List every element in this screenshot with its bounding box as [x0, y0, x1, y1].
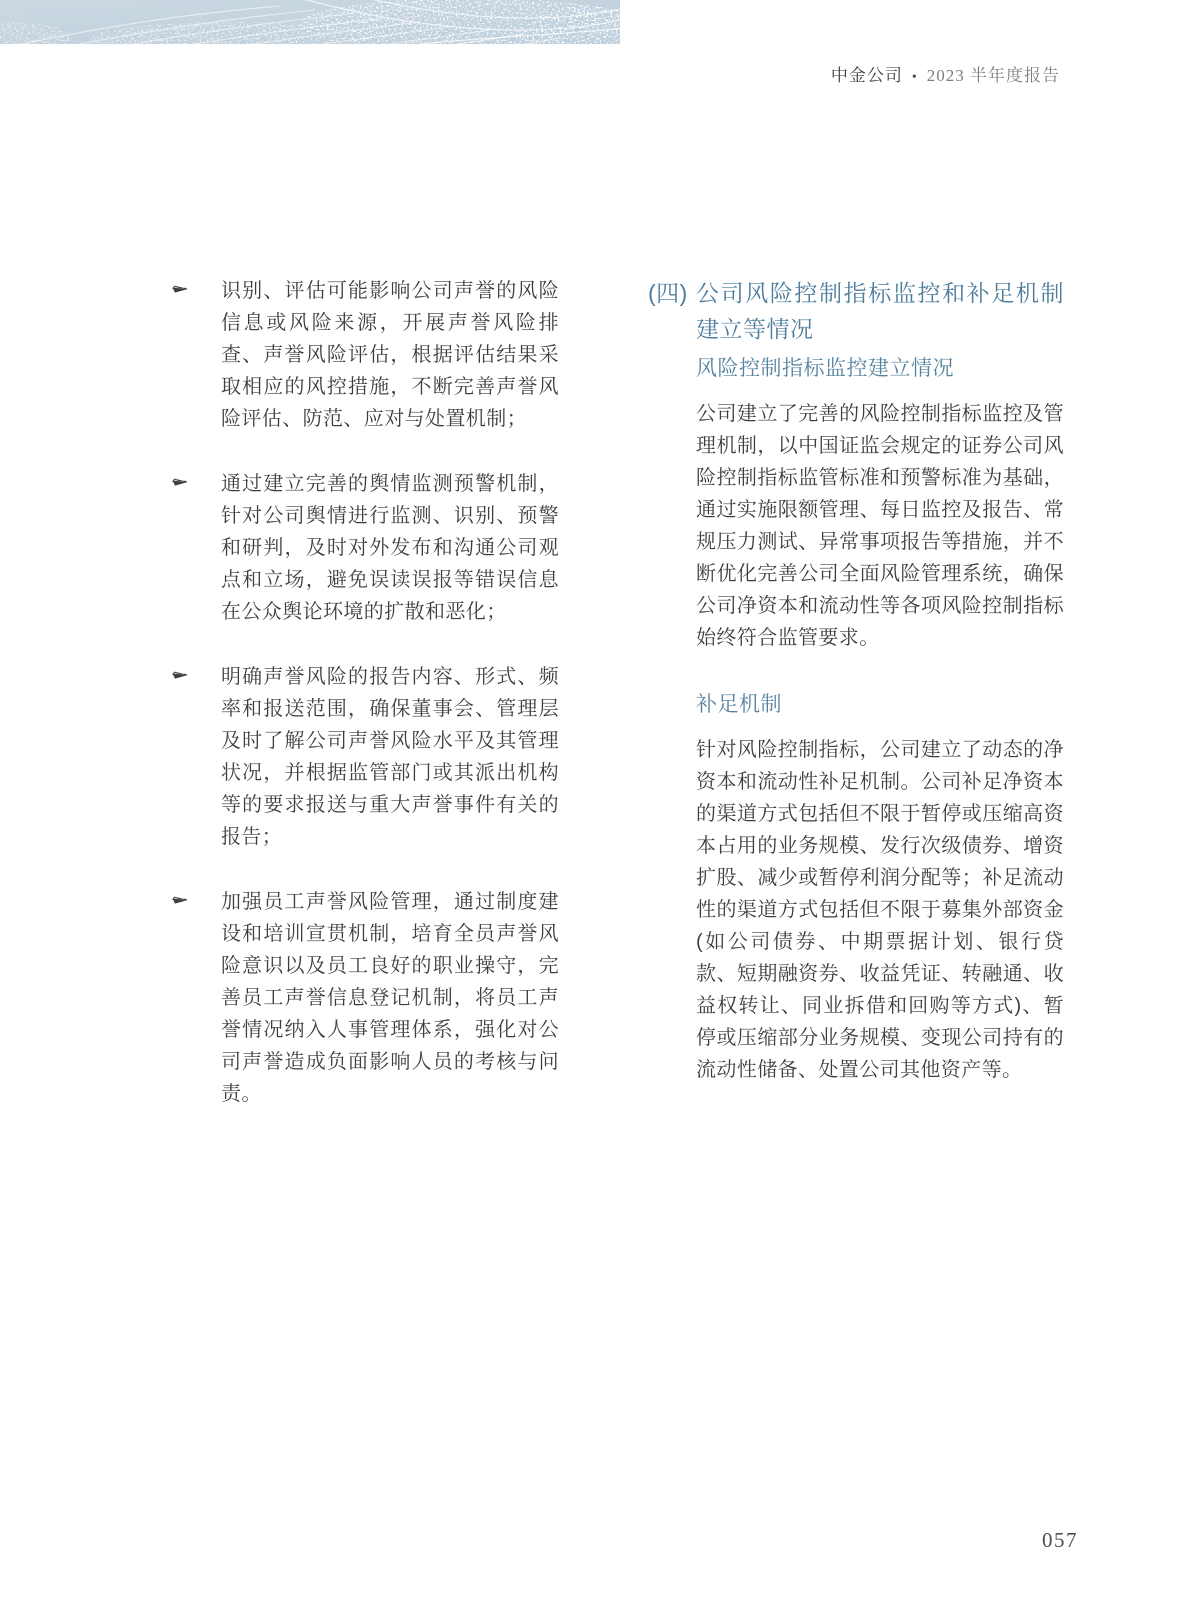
company-name: 中金公司 — [830, 66, 903, 85]
bullet-text: 通过建立完善的舆情监测预警机制，针对公司舆情进行监测、识别、预警和研判，及时对外发布和沟通公司观点和立场，避免误读误报等错误信息在公众舆论环境的扩散和恶化； — [221, 473, 559, 623]
list-item — [172, 886, 562, 1110]
body-paragraph: 针对风险控制指标，公司建立了动态的净资本和流动性补足机制。公司补足净资本的渠道方式包括但不限于暂停或压缩高资本占用的业务规模、发行次级债券、增资扩股、减少或暂停利润分配等；补足流动性的渠道方式包括但不限于募集外部资金(如公司债券、中期票据计划、银行贷款、短期融资券、收益凭证、转融通、收益权转让、同业拆借和回购等方式)、暂停或压缩部分业务规模、变现公司持有的流动性储备、处置公司其他资产等。 — [696, 739, 1064, 1081]
list-item — [172, 661, 562, 853]
right-column — [648, 275, 1064, 1086]
separator-dot-icon: • — [911, 70, 918, 85]
subsection-heading: 补足机制 — [696, 693, 782, 716]
arrow-bullet-icon — [172, 275, 221, 435]
subsection — [696, 354, 1064, 1086]
page-number: 057 — [1042, 1528, 1078, 1552]
section-heading — [648, 275, 1064, 347]
report-header — [831, 61, 1060, 86]
report-title: 2023 半年度报告 — [926, 66, 1060, 85]
arrow-bullet-icon — [172, 468, 221, 628]
bullet-text: 明确声誉风险的报告内容、形式、频率和报送范围，确保董事会、管理层及时了解公司声誉风险水平及其管理状况，并根据监管部门或其派出机构等的要求报送与重大声誉事件有关的报告； — [221, 666, 559, 848]
body-paragraph: 公司建立了完善的风险控制指标监控及管理机制，以中国证监会规定的证券公司风险控制指标监管标准和预警标准为基础，通过实施限额管理、每日监控及报告、常规压力测试、异常事项报告等措施，并不断优化完善公司全面风险管理系统，确保公司净资本和流动性等各项风险控制指标始终符合监管要求。 — [696, 403, 1064, 649]
decorative-waves-graphic — [0, 0, 620, 44]
bullet-text: 识别、评估可能影响公司声誉的风险信息或风险来源，开展声誉风险排查、声誉风险评估，根据评估结果采取相应的风控措施，不断完善声誉风险评估、防范、应对与处置机制； — [221, 280, 559, 430]
list-item — [172, 468, 562, 628]
arrow-bullet-icon — [172, 661, 221, 853]
section-number: (四) — [648, 280, 688, 306]
list-item — [172, 275, 562, 435]
section-title: 公司风险控制指标监控和补足机制建立等情况 — [696, 280, 1064, 342]
subsection-heading: 风险控制指标监控建立情况 — [696, 357, 954, 380]
left-column — [172, 275, 562, 1143]
bullet-text: 加强员工声誉风险管理，通过制度建设和培训宣贯机制，培育全员声誉风险意识以及员工良好的职业操守，完善员工声誉信息登记机制，将员工声誉情况纳入人事管理体系，强化对公司声誉造成负面影响人员的考核与问责。 — [221, 891, 559, 1105]
arrow-bullet-icon — [172, 886, 221, 1110]
